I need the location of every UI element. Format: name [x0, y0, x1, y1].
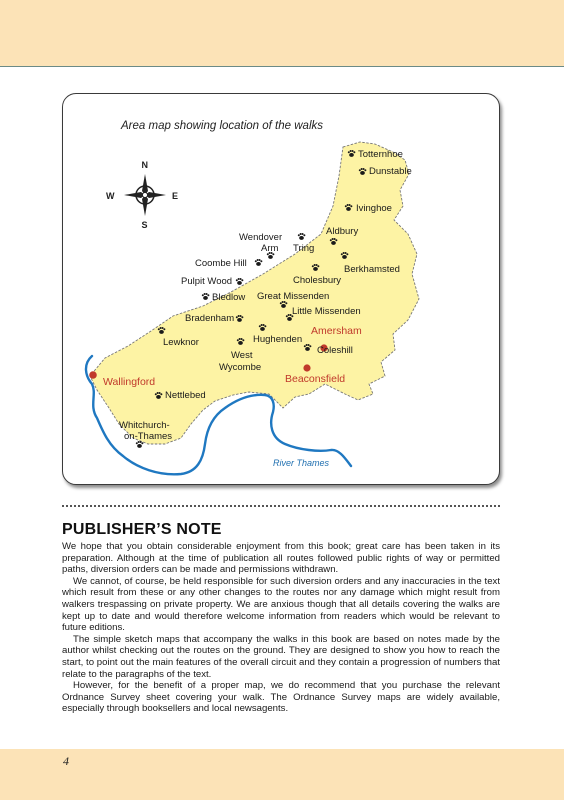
- place-label-wycombe: Wycombe: [219, 362, 262, 373]
- walk-marker-whitchurch-icon: [136, 441, 144, 448]
- page-number: 4: [63, 754, 69, 768]
- note-paragraph: However, for the benefit of a proper map, we do recommend that you purchase the relevant Ordnance Survey sheet covering your walk. The Ordnance Survey maps are widely available, especially through booksellers and local newsagents.: [62, 680, 500, 715]
- bottom-footer-band: [0, 749, 564, 800]
- place-label-lewknor: Lewknor: [163, 337, 199, 348]
- place-label-whitchurch: Whitchurch-: [119, 420, 170, 431]
- walk-marker-tring-icon: [298, 233, 306, 240]
- town-label-beaconsfield: Beaconsfield: [285, 373, 346, 385]
- place-label-bradenham: Bradenham: [185, 313, 235, 324]
- place-label-cholesbury: Cholesbury: [293, 275, 342, 286]
- place-label-pulpit-wood: Pulpit Wood: [181, 276, 233, 287]
- walk-marker-coombe-hill-icon: [255, 259, 263, 266]
- publishers-note-heading: PUBLISHER’S NOTE: [62, 521, 222, 538]
- area-map: [62, 93, 500, 485]
- walk-marker-bledlow-icon: [202, 293, 210, 300]
- town-label-wallingford: Wallingford: [103, 376, 156, 388]
- compass-rose-icon: [124, 174, 166, 216]
- walk-marker-pulpit-wood-icon: [236, 278, 244, 285]
- place-label-on-thames: on-Thames: [124, 431, 173, 442]
- place-label-totternhoe: Totternhoe: [358, 149, 403, 160]
- place-label-coombe-hill: Coombe Hill: [195, 258, 247, 269]
- place-label-great-missenden: Great Missenden: [257, 291, 330, 302]
- compass-north-label: N: [141, 160, 148, 170]
- top-header-band: [0, 0, 564, 67]
- river-thames-label: River Thames: [273, 458, 330, 468]
- place-label-tring: Tring: [293, 243, 315, 254]
- compass-south-label: S: [141, 220, 148, 230]
- town-label-amersham: Amersham: [311, 325, 362, 337]
- place-label-aldbury: Aldbury: [326, 226, 359, 237]
- place-label-arm: Arm: [261, 243, 279, 254]
- place-label-bledlow: Bledlow: [212, 292, 246, 303]
- beaconsfield-town-dot: [303, 364, 310, 371]
- place-label-berkhamsted: Berkhamsted: [344, 264, 400, 275]
- place-label-wendover: Wendover: [239, 232, 283, 243]
- place-label-nettlebed: Nettlebed: [165, 390, 206, 401]
- publishers-note-body: [62, 541, 500, 715]
- place-label-dunstable: Dunstable: [369, 166, 412, 177]
- place-label-ivinghoe: Ivinghoe: [356, 203, 392, 214]
- compass-east-label: E: [172, 191, 179, 201]
- note-paragraph: We cannot, of course, be held responsible for such diversion orders and any inaccuracies in the text which result from these or any other changes to the routes nor any damage which might result from walkers trespassing on private property. We are anxious though that all details covering the walks are kept up to date and would therefore welcome information from readers which would be relevant to future editions.: [62, 575, 500, 634]
- note-paragraph: We hope that you obtain considerable enjoyment from this book; great care has been taken in its preparation. Although at the time of publication all routes followed public rights of way or permitted paths, diversion orders can be made and permissions withdrawn.: [62, 541, 500, 576]
- place-label-hughenden: Hughenden: [253, 334, 303, 345]
- area-map-drawing: [63, 94, 499, 484]
- place-label-little-missenden: Little Missenden: [292, 306, 361, 317]
- compass-west-label: W: [106, 191, 115, 201]
- place-label-west: West: [231, 350, 253, 361]
- note-paragraph: The simple sketch maps that accompany the walks in this book are based on notes made by the author whilst checking out the routes on the ground. They are designed to show you how to reach the start, to point out the main features of the overall circuit and they contain a progression of numbers that relate to the paragraphs of the text.: [62, 633, 500, 680]
- map-title: Area map showing location of the walks: [121, 120, 323, 132]
- place-label-coleshill: Coleshill: [317, 345, 353, 356]
- section-divider: [62, 505, 500, 507]
- wallingford-town-dot: [89, 371, 97, 379]
